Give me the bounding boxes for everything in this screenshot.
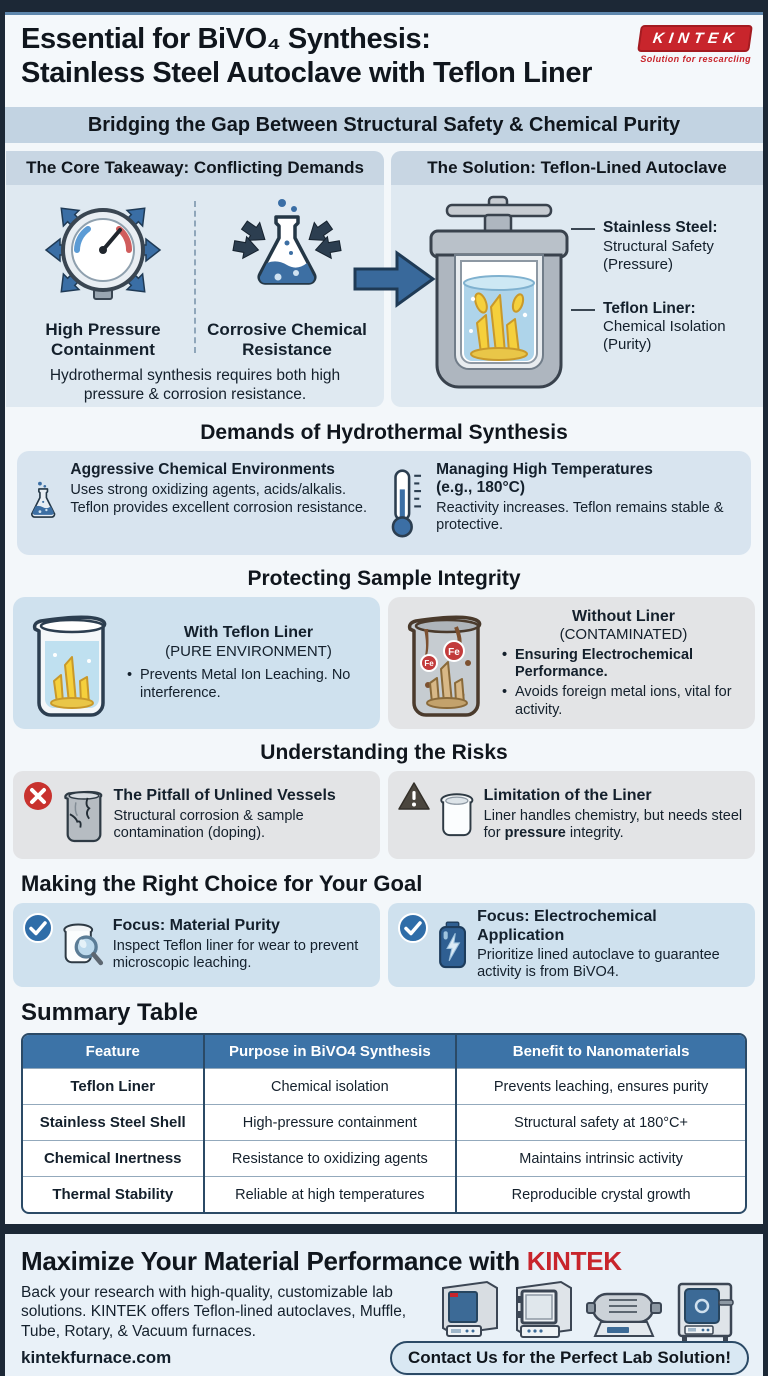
col-purpose: Purpose in BiVO4 Synthesis — [204, 1035, 457, 1069]
table-row — [23, 1069, 745, 1105]
svg-text:Fe: Fe — [424, 659, 434, 668]
without-liner-bullet1: • Ensuring Electrochemical Performance. — [502, 647, 745, 682]
solution-title: The Solution: Teflon-Lined Autoclave — [391, 151, 763, 185]
liner-limitation-card — [388, 771, 755, 859]
teflon-liner-cup-icon — [438, 778, 476, 852]
cell: Structural safety at 180°C+ — [456, 1105, 745, 1141]
risks-heading: Understanding the Risks — [260, 741, 508, 764]
battery-icon — [436, 910, 469, 980]
high-temperatures-body: Reactivity increases. Teflon remains stable & protective. — [436, 499, 724, 534]
unlined-vessels-title: The Pitfall of Unlined Vessels — [113, 787, 336, 805]
integrity-heading: Protecting Sample Integrity — [247, 567, 521, 590]
without-liner-subtitle: (CONTAMINATED) — [559, 626, 688, 644]
kintek-logo-tagline: Solution for rescarcling — [640, 54, 751, 64]
without-liner-bullet2: • Avoids foreign metal ions, vital for activity. — [502, 684, 745, 719]
cell: Reliable at high temperatures — [204, 1177, 457, 1213]
stainless-steel-label-rest: Structural Safety (Pressure) — [603, 237, 714, 273]
title-line2: Stainless Steel Autoclave with Teflon Liner — [21, 56, 592, 89]
unlined-vessels-body: Structural corrosion & sample contamination (doping). — [113, 807, 304, 842]
cell: High-pressure containment — [204, 1105, 457, 1141]
top-panels — [5, 151, 763, 409]
high-temperatures-title: Managing High Temperatures (e.g., 180°C) — [436, 461, 653, 496]
svg-text:Fe: Fe — [448, 647, 460, 658]
furnace-icons — [435, 1278, 751, 1344]
contact-us-button[interactable]: Contact Us for the Perfect Lab Solution! — [390, 1341, 749, 1375]
summary-table — [21, 1033, 747, 1214]
unlined-vessels-text — [114, 787, 370, 842]
cracked-beaker-icon — [61, 778, 106, 852]
cell: Chemical isolation — [204, 1069, 457, 1105]
aggressive-chemicals-title: Aggressive Chemical Environments — [70, 461, 335, 478]
check-circle-icon — [23, 913, 53, 943]
risk-cards — [13, 771, 755, 859]
liner-limitation-title: Limitation of the Liner — [483, 787, 652, 805]
dashed-divider — [194, 201, 196, 353]
high-temperatures-item — [387, 461, 741, 545]
table-row — [23, 1105, 745, 1141]
choice-heading: Making the Right Choice for Your Goal — [21, 871, 423, 896]
high-pressure-item — [14, 195, 192, 359]
demands-heading: Demands of Hydrothermal Synthesis — [200, 421, 568, 444]
contaminated-beaker-icon — [398, 607, 492, 719]
check-circle-icon — [398, 913, 428, 943]
blue-flask-icon — [27, 461, 60, 545]
unlined-vessels-card — [13, 771, 380, 859]
high-temperatures-text — [436, 461, 741, 535]
cell: Chemical Inertness — [23, 1141, 204, 1177]
stainless-steel-label-bold: Stainless Steel: — [603, 219, 718, 236]
top-bar — [5, 0, 763, 12]
electrochemical-body: Prioritize lined autoclave to guarantee activity is from BiVO4. — [477, 947, 720, 981]
footer-body: Back your research with high-quality, customizable lab solutions. KINTEK offers Teflon-lined autoclaves, Muffle, Tube, Rotary, & Vacuum furnaces. — [21, 1284, 407, 1340]
electrochemical-title: Focus: Electrochemical Application — [477, 908, 657, 944]
cell: Teflon Liner — [23, 1069, 204, 1105]
footer-bottom — [21, 1341, 749, 1375]
demands-panel — [17, 451, 751, 555]
corrosive-chemical-label: Corrosive Chemical Resistance — [207, 320, 367, 359]
material-purity-text — [113, 917, 370, 972]
material-purity-body: Inspect Teflon liner for wear to prevent microscopic leaching. — [112, 937, 359, 972]
material-purity-card — [13, 903, 380, 987]
header — [5, 15, 763, 107]
cell: Maintains intrinsic activity — [456, 1141, 745, 1177]
vacuum-furnace-icon — [679, 1284, 733, 1341]
cell: Reproducible crystal growth — [456, 1177, 745, 1213]
integrity-cards — [13, 597, 755, 729]
cell: Stainless Steel Shell — [23, 1105, 204, 1141]
pure-beaker-icon — [23, 607, 117, 719]
with-liner-bullet: • Prevents Metal Ion Leaching. No interference. — [127, 667, 370, 702]
table-row — [23, 1177, 745, 1213]
pressure-gauge-icon — [28, 195, 178, 313]
thermometer-icon — [387, 461, 426, 545]
summary-heading: Summary Table — [21, 999, 198, 1026]
stainless-steel-label — [597, 219, 755, 274]
table-header-row — [23, 1035, 745, 1069]
col-benefit: Benefit to Nanomaterials — [456, 1035, 745, 1069]
error-x-icon — [23, 781, 53, 811]
electrochemical-card — [388, 903, 755, 987]
corrosive-flask-icon — [212, 195, 362, 313]
right-arrow-icon — [349, 247, 439, 311]
footer-brand: KINTEK — [526, 1246, 622, 1276]
high-pressure-label: High Pressure Containment — [45, 320, 161, 359]
aggressive-chemicals-item — [27, 461, 381, 545]
table-row — [23, 1141, 745, 1177]
liner-inspection-icon — [61, 910, 105, 980]
with-liner-title: With Teflon Liner — [183, 624, 314, 642]
box-furnace-icon — [517, 1282, 571, 1337]
teflon-liner-label-rest: Chemical Isolation (Purity) — [603, 318, 726, 354]
material-purity-title: Focus: Material Purity — [112, 917, 280, 935]
solution-panel — [391, 151, 763, 407]
liner-limitation-body: Liner handles chemistry, but needs steel for pressure integrity. — [483, 807, 743, 842]
without-liner-text — [502, 607, 745, 720]
electrochemical-text — [477, 908, 745, 982]
aggressive-chemicals-text — [70, 461, 381, 517]
muffle-furnace-icon — [443, 1282, 497, 1336]
footer — [5, 1234, 763, 1376]
cell: Thermal Stability — [23, 1177, 204, 1213]
without-liner-title: Without Liner — [572, 607, 675, 625]
kintek-logo-text: KINTEK — [637, 25, 753, 52]
core-takeaway-title: The Core Takeaway: Conflicting Demands — [6, 151, 384, 185]
footer-title: Maximize Your Material Performance with KINTEK — [21, 1246, 622, 1276]
without-liner-card — [388, 597, 755, 729]
teflon-liner-label — [597, 300, 755, 355]
cell: Prevents leaching, ensures purity — [456, 1069, 745, 1105]
warning-triangle-icon — [398, 781, 430, 811]
with-liner-text — [127, 623, 370, 702]
tube-furnace-icon — [587, 1294, 661, 1336]
title-line1: Essential for BiVO₄ Synthesis: — [21, 23, 431, 55]
aggressive-chemicals-body: Uses strong oxidizing agents, acids/alkalis. Teflon provides excellent corrosion resistance. — [70, 481, 368, 516]
subtitle-band: Bridging the Gap Between Structural Safety & Chemical Purity — [5, 107, 763, 143]
core-takeaway-panel — [6, 151, 384, 407]
liner-limitation-text — [484, 787, 745, 842]
website-link[interactable]: kintekfurnace.com — [21, 1348, 172, 1367]
teflon-liner-label-bold: Teflon Liner: — [603, 299, 696, 317]
cell: Resistance to oxidizing agents — [204, 1141, 457, 1177]
col-feature: Feature — [23, 1035, 204, 1069]
with-liner-card — [13, 597, 380, 729]
with-liner-subtitle: (PURE ENVIRONMENT) — [165, 642, 332, 660]
core-caption: Hydrothermal synthesis requires both high pressure & corrosion resistance. — [49, 367, 341, 403]
choice-cards — [13, 903, 755, 987]
divider-bar — [5, 1224, 763, 1234]
kintek-logo — [611, 25, 751, 64]
